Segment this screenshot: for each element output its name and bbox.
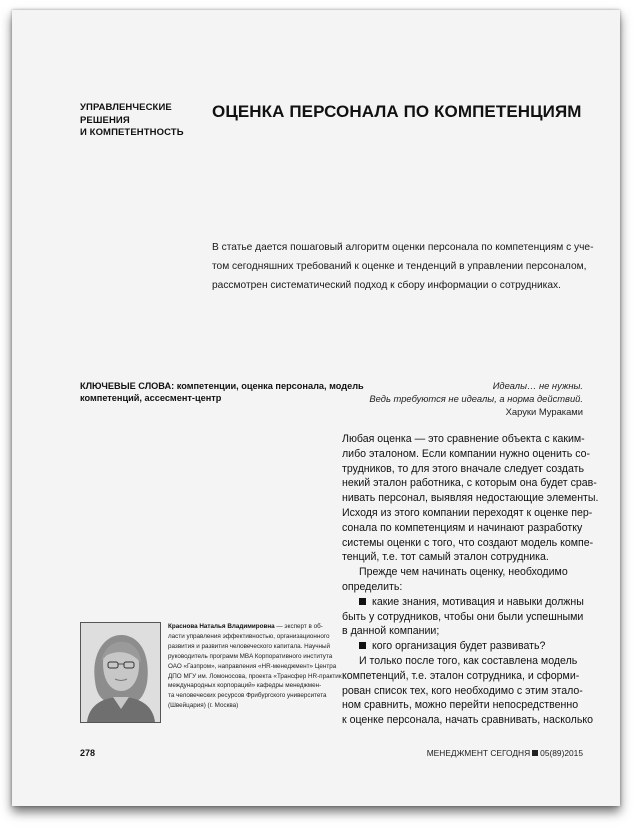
author-photo xyxy=(80,622,161,723)
journal-footer xyxy=(427,748,583,758)
body-line: И только после того, как составлена модель xyxy=(359,654,578,667)
epigraph-quote-line: Ведь требуются не идеалы, а норма действий. xyxy=(369,393,583,404)
body-line: ном сравнить, можно перейти непосредственно xyxy=(342,699,579,712)
bio-line: (Швейцария) (г. Москва) xyxy=(168,702,239,710)
bullet-text: какие знания, мотивация и навыки должны xyxy=(372,595,584,608)
bio-line: та человеческих ресурсов Фрибургского университета xyxy=(168,692,327,700)
body-line: в данной компании; xyxy=(342,625,440,638)
abstract-line: рассмотрен систематический подход к сбору информации о сотрудниках. xyxy=(212,280,561,291)
author-name: Краснова Наталья Владимировна xyxy=(168,623,275,630)
body-line: сонала по компетенциям и начинают разработку xyxy=(342,521,583,534)
body-line: трудников, то для этого вначале следует создать xyxy=(342,462,584,475)
body-line: определить: xyxy=(342,580,403,593)
article-abstract xyxy=(212,238,597,295)
author-bio xyxy=(168,622,340,711)
body-line: тенций, т.е. тот самый эталон сотрудника. xyxy=(342,551,549,564)
body-line: к оценке персонала, начать сравнивать, насколько xyxy=(342,714,593,727)
journal-issue: 05(89)2015 xyxy=(540,748,583,758)
bio-line xyxy=(168,622,340,632)
author-portrait-icon xyxy=(81,623,160,722)
body-line: некий эталон работника, с которым она будет срав- xyxy=(342,477,597,490)
section-line: УПРАВЛЕНЧЕСКИЕ xyxy=(80,102,172,113)
epigraph-quote-line: Идеалы… не нужны. xyxy=(492,380,583,391)
epigraph-author: Харуки Мураками xyxy=(505,406,583,417)
section-label xyxy=(80,102,210,140)
body-line: Исходя из этого компании переходят к оценке пер- xyxy=(342,506,593,519)
section-line: РЕШЕНИЯ xyxy=(80,114,130,126)
bullet-text: кого организация будет развивать? xyxy=(372,640,546,653)
square-bullet-icon xyxy=(359,642,366,649)
body-line: компетенций, т.е. эталон сотрудника, и сформи- xyxy=(342,669,580,682)
page-number: 278 xyxy=(80,748,96,758)
abstract-line: В статье дается пошаговый алгоритм оценки персонала по компетенциям с уче- xyxy=(212,242,594,253)
body-line: рован список тех, кого необходимо с этим этало- xyxy=(342,684,583,697)
body-line: системы оценки с того, что создают модель компе- xyxy=(342,536,594,549)
article-body xyxy=(342,432,602,728)
body-line: Любая оценка — это сравнение объекта с каким- xyxy=(342,433,585,445)
square-bullet-icon xyxy=(359,598,366,605)
bio-line: международных корпораций» кафедры менеджмен- xyxy=(168,682,322,690)
bio-line: ДПО МГУ им. Ломоносова, проекта «Трансфер HR-практик xyxy=(168,672,342,680)
bio-line: ласти управления эффективностью, организационного xyxy=(168,632,330,640)
section-line: И КОМПЕТЕНТНОСТЬ xyxy=(80,127,184,138)
keywords-line: КЛЮЧЕВЫЕ СЛОВА: компетенции, оценка персонала, модель xyxy=(80,381,364,391)
bio-text: — эксперт в об- xyxy=(274,623,323,630)
bio-line: развития и развития человеческого капитала. Научный xyxy=(168,642,331,650)
bio-line: руководитель программ MBA Корпоративного института xyxy=(168,652,333,660)
magazine-page xyxy=(12,10,620,806)
body-line: Прежде чем начинать оценку, необходимо xyxy=(359,566,568,579)
bullet-item xyxy=(342,595,602,610)
journal-name: МЕНЕДЖМЕНТ СЕГОДНЯ xyxy=(426,748,531,758)
keywords xyxy=(80,381,364,404)
bio-line: ОАО «Газпром», направления «HR-менеджмент» Центра xyxy=(168,662,337,670)
article-title: ОЦЕНКА ПЕРСОНАЛА ПО КОМПЕТЕНЦИЯМ xyxy=(212,102,582,121)
bullet-item xyxy=(342,639,602,654)
body-line: нивать персонал, выявляя недостающие элементы. xyxy=(342,492,599,505)
abstract-line: том сегодняшних требований к оценке и тенденций в управлении персоналом, xyxy=(212,261,587,272)
keywords-line: компетенций, ассесмент-центр xyxy=(80,392,222,403)
epigraph xyxy=(369,379,583,418)
square-separator-icon xyxy=(532,750,538,756)
body-line: либо эталоном. Если компании нужно оценить со- xyxy=(342,447,591,460)
body-line: быть у сотрудников, чтобы они были успешными xyxy=(342,610,584,623)
